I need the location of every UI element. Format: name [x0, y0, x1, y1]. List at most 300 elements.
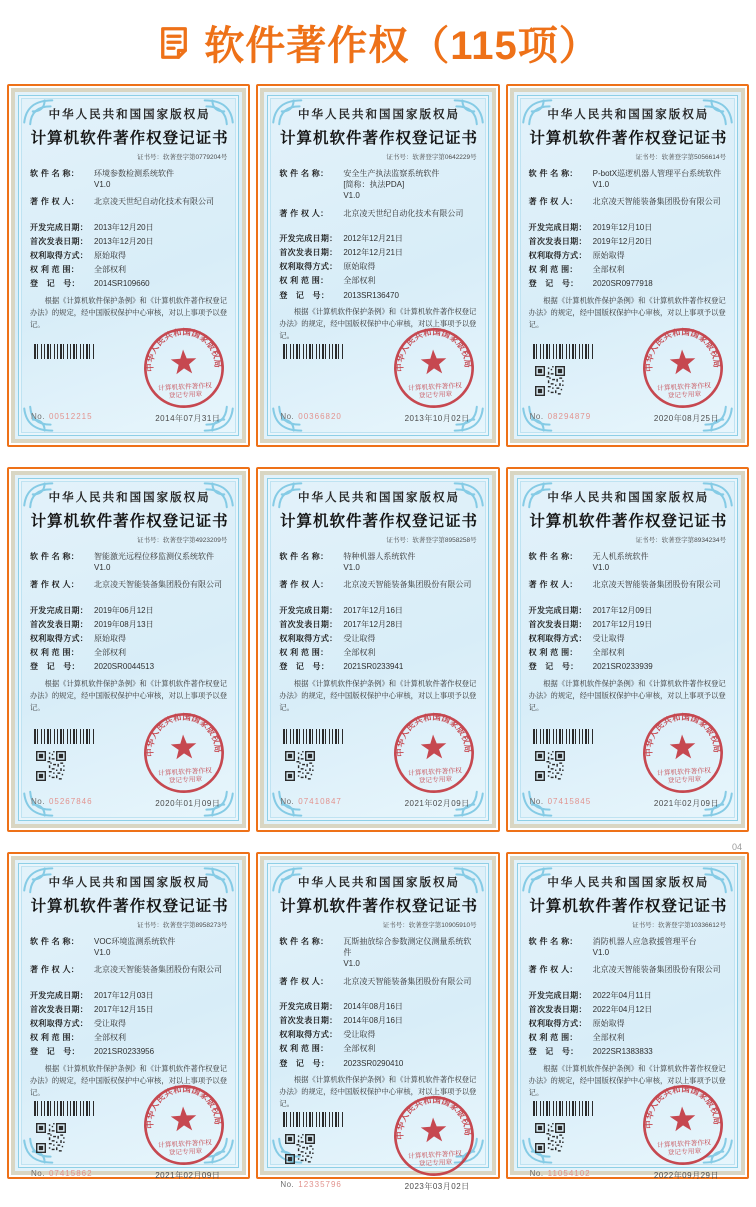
software-name-value: 特种机器人系统软件 V1.0 [343, 552, 416, 573]
serial-number [530, 1169, 591, 1178]
certificate-number-prefix: 证书号： [137, 537, 164, 544]
registration-statement: 根据《计算机软件保护条例》和《计算机软件著作权登记办法》的规定，经中国版权保护中心审核，对以上事项予以登记。 [30, 295, 228, 329]
field-label: 软 件 名 称： [528, 169, 578, 178]
certificate-scan [11, 471, 246, 828]
field-acquisition [279, 261, 478, 272]
field-copyright-holder [529, 579, 728, 590]
field-label: 登 记 号： [30, 662, 80, 672]
field-software-name [30, 168, 229, 190]
certificate-content [514, 92, 741, 439]
copyright-holder-value: 北京凌天智能装备集团股份有限公司 [343, 580, 472, 590]
certificate-title: 计算机软件著作权登记证书 [279, 898, 478, 915]
software-name-value: VOC环境监测系统软件 V1.0 [94, 937, 176, 958]
field-label: 软 件 名 称： [279, 937, 329, 946]
field-registration-number [529, 1046, 728, 1057]
seal-caption-line2: 登记专用章 [168, 1147, 203, 1157]
certificate-content [264, 860, 491, 1207]
field-registration-number [279, 661, 478, 672]
rights-scope-value: 全部权利 [592, 265, 625, 275]
acquisition-value: 受让取得 [343, 1030, 376, 1040]
certificate-footer [279, 1094, 478, 1198]
field-copyright-holder [529, 196, 728, 207]
acquisition-value: 原始取得 [94, 250, 126, 260]
dev-date-value: 2019年12月10日 [592, 222, 653, 232]
field-label: 开发完成日期： [30, 222, 89, 232]
field-label: 著 作 权 人： [279, 976, 329, 986]
seal-star-icon [669, 1105, 696, 1131]
rights-scope-value: 全部权利 [94, 648, 126, 658]
certificate-title: 计算机软件著作权登记证书 [279, 130, 478, 147]
field-label: 登 记 号： [279, 662, 330, 672]
qr-code [535, 366, 565, 396]
issue-date: 2020年01月09日 [155, 799, 221, 808]
seal-ring-text: 中华人民共和国国家版权局 [394, 326, 473, 372]
seal-caption-line1: 计算机软件著作权 [407, 767, 462, 778]
certificate-card [7, 467, 250, 832]
field-label: 权 利 范 围： [30, 648, 80, 658]
certificate-number: 软著登字第0642229号 [412, 154, 477, 161]
copyright-office-seal [639, 1080, 727, 1168]
issue-date: 2013年10月02日 [404, 414, 470, 423]
field-publish-date [529, 236, 728, 247]
certificate-number-line [529, 535, 726, 544]
certificate-content [514, 475, 741, 824]
barcode [283, 729, 343, 744]
field-label: 权 利 范 围： [528, 265, 578, 275]
field-label: 软 件 名 称： [279, 169, 329, 178]
certificate-title: 计算机软件著作权登记证书 [30, 130, 229, 147]
field-label: 登 记 号： [528, 1047, 579, 1057]
certificate-scan [260, 856, 495, 1191]
seal-star-icon [420, 1117, 447, 1143]
rights-scope-value: 全部权利 [343, 648, 376, 658]
field-publish-date [279, 1015, 478, 1026]
registration-number-value: 2022SR1383833 [592, 1047, 653, 1057]
field-acquisition [529, 1018, 728, 1029]
seal-caption-line1: 计算机软件著作权 [158, 767, 213, 778]
seal-caption-line2: 登记专用章 [418, 391, 453, 400]
issue-date: 2014年07月31日 [155, 414, 221, 423]
qr-code [36, 751, 66, 781]
registration-number-value: 2013SR136470 [343, 290, 399, 300]
field-label: 开发完成日期： [279, 605, 338, 615]
software-name-value: 安全生产执法监察系统软件 [简称：执法PDA] V1.0 [343, 169, 440, 201]
rights-scope-value: 全部权利 [94, 1033, 126, 1043]
copyright-office-seal [639, 324, 727, 412]
field-label: 权利取得方式： [528, 250, 587, 260]
certificate-number-prefix: 证书号： [386, 537, 413, 544]
field-software-name [529, 936, 728, 958]
field-label: 著 作 权 人： [30, 197, 80, 207]
field-copyright-holder [30, 579, 229, 590]
rights-scope-value: 全部权利 [592, 648, 625, 658]
serial-prefix: No. [31, 1168, 45, 1178]
field-software-name [529, 168, 728, 190]
certificate-number-line [279, 152, 476, 161]
field-registration-number [30, 1046, 229, 1057]
acquisition-value: 原始取得 [592, 250, 625, 260]
authority-name: 中华人民共和国国家版权局 [547, 492, 710, 504]
field-label: 开发完成日期： [279, 1001, 338, 1011]
certificate-title: 计算机软件著作权登记证书 [279, 513, 478, 530]
authority-name: 中华人民共和国国家版权局 [48, 492, 211, 504]
dev-date-value: 2022年04月11日 [592, 990, 652, 1000]
field-registration-number [529, 661, 728, 672]
authority-name: 中华人民共和国国家版权局 [48, 109, 211, 121]
field-acquisition [529, 250, 728, 261]
field-label: 软 件 名 称： [279, 552, 329, 561]
field-copyright-holder [30, 964, 229, 975]
registration-statement: 根据《计算机软件保护条例》和《计算机软件著作权登记办法》的规定，经中国版权保护中心审核，对以上事项予以登记。 [279, 306, 477, 340]
certificate-number: 软著登字第5056614号 [661, 154, 726, 161]
field-registration-number [279, 1058, 478, 1069]
certificate-content [15, 860, 242, 1196]
field-label: 登 记 号： [30, 279, 80, 289]
field-software-name [30, 936, 229, 958]
certificate-content [264, 475, 491, 824]
publish-date-value: 2022年04月12日 [592, 1004, 653, 1014]
copyright-office-seal [390, 1092, 478, 1180]
field-dev-date [279, 233, 478, 244]
rights-scope-value: 全部权利 [343, 276, 376, 286]
certificate-title: 计算机软件著作权登记证书 [30, 513, 229, 530]
serial-prefix: No. [529, 797, 544, 806]
certificate-title: 计算机软件著作权登记证书 [529, 513, 728, 530]
authority-name: 中华人民共和国国家版权局 [297, 877, 460, 889]
field-copyright-holder [30, 196, 229, 207]
barcode [533, 1101, 593, 1116]
field-acquisition [30, 633, 229, 644]
certificate-scan [510, 856, 745, 1180]
certificate-number-prefix: 证书号： [632, 922, 659, 929]
field-registration-number [529, 278, 728, 289]
authority-name: 中华人民共和国国家版权局 [547, 877, 710, 889]
field-software-name [279, 551, 478, 573]
field-label: 首次发表日期： [528, 236, 587, 246]
serial-number [280, 797, 342, 806]
publish-date-value: 2017年12月28日 [343, 619, 403, 629]
barcode [533, 729, 593, 744]
field-label: 权 利 范 围： [279, 648, 329, 658]
software-name-value: 瓦斯抽放综合参数测定仪测量系统软件 V1.0 [343, 937, 472, 969]
field-label: 软 件 名 称： [30, 169, 80, 178]
authority-name: 中华人民共和国国家版权局 [297, 109, 460, 121]
publish-date-value: 2014年08月16日 [343, 1015, 403, 1025]
field-dev-date [529, 990, 728, 1001]
field-label: 权 利 范 围： [528, 648, 578, 658]
registration-number-value: 2021SR0233939 [592, 662, 653, 672]
field-rights-scope [279, 647, 478, 658]
field-label: 权 利 范 围： [30, 265, 80, 275]
acquisition-value: 受让取得 [94, 1018, 126, 1028]
certificate-number-prefix: 证书号： [137, 154, 164, 161]
certificate-grid [0, 84, 756, 1191]
seal-star-icon [171, 349, 198, 375]
serial-value: 07415845 [547, 797, 592, 806]
certificate-card [7, 852, 250, 1179]
dev-date-value: 2017年12月16日 [343, 605, 403, 615]
registration-statement: 根据《计算机软件保护条例》和《计算机软件著作权登记办法》的规定，经中国版权保护中心审核，对以上事项予以登记。 [30, 1063, 228, 1097]
field-label: 权 利 范 围： [528, 1033, 578, 1043]
field-label: 开发完成日期： [30, 605, 89, 615]
field-label: 著 作 权 人： [30, 965, 80, 975]
rights-scope-value: 全部权利 [94, 265, 126, 275]
field-dev-date [30, 222, 229, 233]
page-corner-mark: 04 [731, 842, 742, 852]
rights-scope-value: 全部权利 [343, 1044, 376, 1054]
certificate-scan [510, 471, 745, 828]
field-label: 权利取得方式： [528, 1018, 587, 1028]
field-label: 开发完成日期： [528, 605, 587, 615]
field-registration-number [30, 278, 229, 289]
copyright-office-seal [390, 709, 478, 797]
field-rights-scope [30, 264, 229, 275]
registration-statement: 根据《计算机软件保护条例》和《计算机软件著作权登记办法》的规定，经中国版权保护中心审核，对以上事项予以登记。 [528, 1063, 726, 1097]
software-name-value: 无人机系统软件 V1.0 [592, 552, 649, 573]
issue-date: 2021年02月09日 [155, 1170, 221, 1180]
publish-date-value: 2017年12月19日 [592, 619, 653, 629]
field-dev-date [529, 222, 728, 233]
certificate-card [256, 84, 499, 447]
serial-number [280, 1180, 342, 1189]
barcode [34, 729, 94, 744]
field-label: 登 记 号： [279, 290, 330, 300]
document-icon [156, 25, 192, 61]
qr-code [285, 1134, 315, 1164]
seal-star-icon [420, 349, 447, 375]
certificate-scan [510, 88, 745, 443]
authority-name: 中华人民共和国国家版权局 [547, 109, 710, 121]
seal-caption-line1: 计算机软件著作权 [656, 1139, 712, 1149]
field-label: 登 记 号： [30, 1047, 80, 1057]
serial-number [31, 1169, 93, 1178]
serial-prefix: No. [31, 412, 45, 421]
field-publish-date [30, 1004, 229, 1015]
certificate-scan [11, 88, 246, 443]
field-publish-date [529, 619, 728, 630]
registration-statement: 根据《计算机软件保护条例》和《计算机软件著作权登记办法》的规定，经中国版权保护中心审核，对以上事项予以登记。 [528, 678, 726, 712]
serial-prefix: No. [280, 1179, 295, 1189]
serial-value: 08294879 [547, 412, 592, 421]
seal-caption-line2: 登记专用章 [667, 391, 702, 400]
seal-ring-text: 中华人民共和国国家版权局 [144, 1083, 224, 1129]
issue-date: 2023年03月02日 [404, 1181, 470, 1191]
field-label: 软 件 名 称： [528, 552, 578, 561]
field-rights-scope [279, 1043, 478, 1054]
registration-statement: 根据《计算机软件保护条例》和《计算机软件著作权登记办法》的规定，经中国版权保护中心审核，对以上事项予以登记。 [279, 678, 477, 712]
dev-date-value: 2012年12月21日 [343, 233, 403, 243]
seal-star-icon [171, 734, 198, 760]
barcode [283, 1112, 343, 1127]
field-publish-date [30, 236, 229, 247]
field-acquisition [30, 250, 229, 261]
field-label: 开发完成日期： [528, 222, 587, 232]
qr-code [285, 751, 315, 781]
certificate-number-line [279, 535, 476, 544]
field-copyright-holder [279, 579, 478, 590]
field-label: 权 利 范 围： [279, 276, 329, 286]
barcode [283, 344, 343, 359]
field-label: 首次发表日期： [528, 1004, 587, 1014]
field-label: 权利取得方式： [30, 250, 89, 260]
field-publish-date [30, 619, 229, 630]
seal-caption-line2: 登记专用章 [418, 1158, 453, 1168]
copyright-office-seal [639, 709, 727, 797]
serial-prefix: No. [529, 1168, 544, 1178]
certificate-card [506, 467, 749, 832]
qr-code [535, 1123, 565, 1153]
field-label: 权利取得方式： [528, 633, 587, 643]
field-label: 首次发表日期： [30, 1004, 89, 1014]
certificate-content [15, 92, 242, 439]
certificate-number: 软著登字第0779204号 [163, 154, 228, 161]
dev-date-value: 2014年08月16日 [343, 1001, 403, 1011]
seal-star-icon [171, 1105, 198, 1131]
certificate-number-line [30, 920, 227, 929]
field-rights-scope [529, 1032, 728, 1043]
field-publish-date [279, 619, 478, 630]
certificate-title: 计算机软件著作权登记证书 [529, 130, 728, 147]
dev-date-value: 2013年12月20日 [94, 222, 154, 232]
seal-ring-text: 中华人民共和国国家版权局 [643, 326, 723, 372]
certificate-number-line [529, 920, 726, 929]
serial-prefix: No. [280, 797, 295, 806]
certificate-number-prefix: 证书号： [635, 537, 662, 544]
publish-date-value: 2017年12月15日 [94, 1004, 154, 1014]
certificate-footer [30, 711, 229, 815]
seal-ring-text: 中华人民共和国国家版权局 [144, 711, 224, 757]
copyright-holder-value: 北京凌天智能装备集团股份有限公司 [94, 965, 222, 975]
seal-ring-text: 中华人民共和国国家版权局 [643, 1083, 723, 1129]
field-label: 权 利 范 围： [279, 1044, 329, 1054]
field-label: 权利取得方式： [279, 262, 338, 272]
barcode [34, 344, 94, 359]
seal-star-icon [420, 734, 447, 760]
seal-star-icon [669, 734, 696, 760]
field-label: 首次发表日期： [279, 247, 338, 257]
field-rights-scope [529, 647, 728, 658]
field-label: 权利取得方式： [279, 1030, 338, 1040]
field-software-name [30, 551, 229, 573]
seal-ring-text: 中华人民共和国国家版权局 [394, 711, 473, 757]
registration-number-value: 2014SR109660 [94, 279, 150, 289]
certificate-title: 计算机软件著作权登记证书 [30, 898, 229, 915]
seal-caption-line2: 登记专用章 [418, 776, 453, 785]
copyright-office-seal [140, 324, 228, 412]
certificate-number-prefix: 证书号： [137, 922, 164, 929]
certificate-number: 软著登字第10905910号 [408, 922, 477, 929]
certificate-number-line [30, 535, 227, 544]
certificate-scan [11, 856, 246, 1180]
issue-date: 2020年08月25日 [653, 414, 719, 423]
dev-date-value: 2017年12月03日 [94, 990, 154, 1000]
certificate-footer [529, 326, 728, 430]
serial-value: 07410847 [298, 797, 342, 806]
registration-number-value: 2020SR0977918 [592, 279, 653, 289]
field-label: 开发完成日期： [528, 990, 587, 1000]
seal-caption-line1: 计算机软件著作权 [407, 382, 462, 393]
certificate-content [514, 860, 741, 1196]
registration-number-value: 2023SR0290410 [343, 1058, 404, 1068]
field-rights-scope [529, 264, 728, 275]
serial-value: 05267846 [48, 797, 93, 806]
serial-prefix: No. [31, 797, 45, 806]
field-dev-date [279, 605, 478, 616]
certificate-footer [279, 711, 478, 815]
field-label: 软 件 名 称： [30, 552, 80, 561]
seal-ring-text: 中华人民共和国国家版权局 [394, 1094, 473, 1140]
field-acquisition [279, 1029, 478, 1040]
field-acquisition [279, 633, 478, 644]
certificate-number-line [529, 152, 726, 161]
field-publish-date [279, 247, 478, 258]
serial-number [31, 412, 93, 421]
field-label: 著 作 权 人： [279, 580, 329, 590]
serial-number [530, 412, 592, 421]
field-label: 首次发表日期： [30, 619, 89, 629]
copyright-office-seal [140, 1080, 228, 1168]
field-label: 登 记 号： [279, 1058, 330, 1068]
field-label: 软 件 名 称： [528, 937, 578, 946]
certificate-number: 软著登字第8958258号 [412, 537, 477, 544]
seal-caption-line2: 登记专用章 [168, 776, 203, 785]
field-acquisition [529, 633, 728, 644]
copyright-holder-value: 北京凌天智能装备集团股份有限公司 [343, 976, 472, 986]
field-label: 首次发表日期： [30, 236, 89, 246]
field-label: 开发完成日期： [30, 990, 89, 1000]
acquisition-value: 原始取得 [592, 1018, 625, 1028]
copyright-office-seal [140, 709, 228, 797]
certificate-footer [279, 326, 478, 430]
acquisition-value: 受让取得 [343, 633, 376, 643]
certificate-footer [529, 1083, 728, 1187]
copyright-office-seal [390, 324, 478, 412]
field-software-name [529, 551, 728, 573]
field-label: 首次发表日期： [279, 1015, 338, 1025]
software-name-value: 智能激光远程位移监测仪系统软件 V1.0 [94, 552, 214, 573]
page-header [0, 0, 756, 84]
field-dev-date [529, 605, 728, 616]
copyright-holder-value: 北京凌天智能装备集团股份有限公司 [592, 965, 721, 975]
field-copyright-holder [279, 976, 478, 987]
certificate-number: 软著登字第8958273号 [163, 922, 228, 929]
serial-value: 00366820 [298, 412, 342, 421]
registration-statement: 根据《计算机软件保护条例》和《计算机软件著作权登记办法》的规定，经中国版权保护中心审核，对以上事项予以登记。 [30, 678, 228, 712]
serial-prefix: No. [280, 412, 295, 421]
field-copyright-holder [279, 208, 478, 219]
issue-date: 2021年02月09日 [653, 799, 719, 808]
registration-number-value: 2021SR0233956 [94, 1047, 155, 1057]
registration-statement: 根据《计算机软件保护条例》和《计算机软件著作权登记办法》的规定，经中国版权保护中心审核，对以上事项予以登记。 [528, 295, 726, 329]
field-label: 首次发表日期： [528, 619, 587, 629]
field-rights-scope [30, 647, 229, 658]
copyright-holder-value: 北京凌天智能装备集团股份有限公司 [592, 197, 721, 207]
dev-date-value: 2017年12月09日 [592, 605, 653, 615]
certificate-footer [30, 326, 229, 430]
seal-caption-line1: 计算机软件著作权 [656, 767, 712, 778]
field-software-name [279, 168, 478, 202]
registration-statement: 根据《计算机软件保护条例》和《计算机软件著作权登记办法》的规定，经中国版权保护中心审核，对以上事项予以登记。 [279, 1074, 477, 1108]
field-publish-date [529, 1004, 728, 1015]
serial-number [530, 797, 592, 806]
seal-caption-line2: 登记专用章 [667, 1147, 702, 1157]
seal-ring-text: 中华人民共和国国家版权局 [643, 711, 723, 757]
publish-date-value: 2019年12月20日 [592, 236, 653, 246]
field-software-name [279, 936, 478, 970]
software-name-value: P-botX巡逻机器人管理平台系统软件 V1.0 [592, 169, 722, 190]
certificate-card [506, 84, 749, 447]
field-dev-date [30, 990, 229, 1001]
